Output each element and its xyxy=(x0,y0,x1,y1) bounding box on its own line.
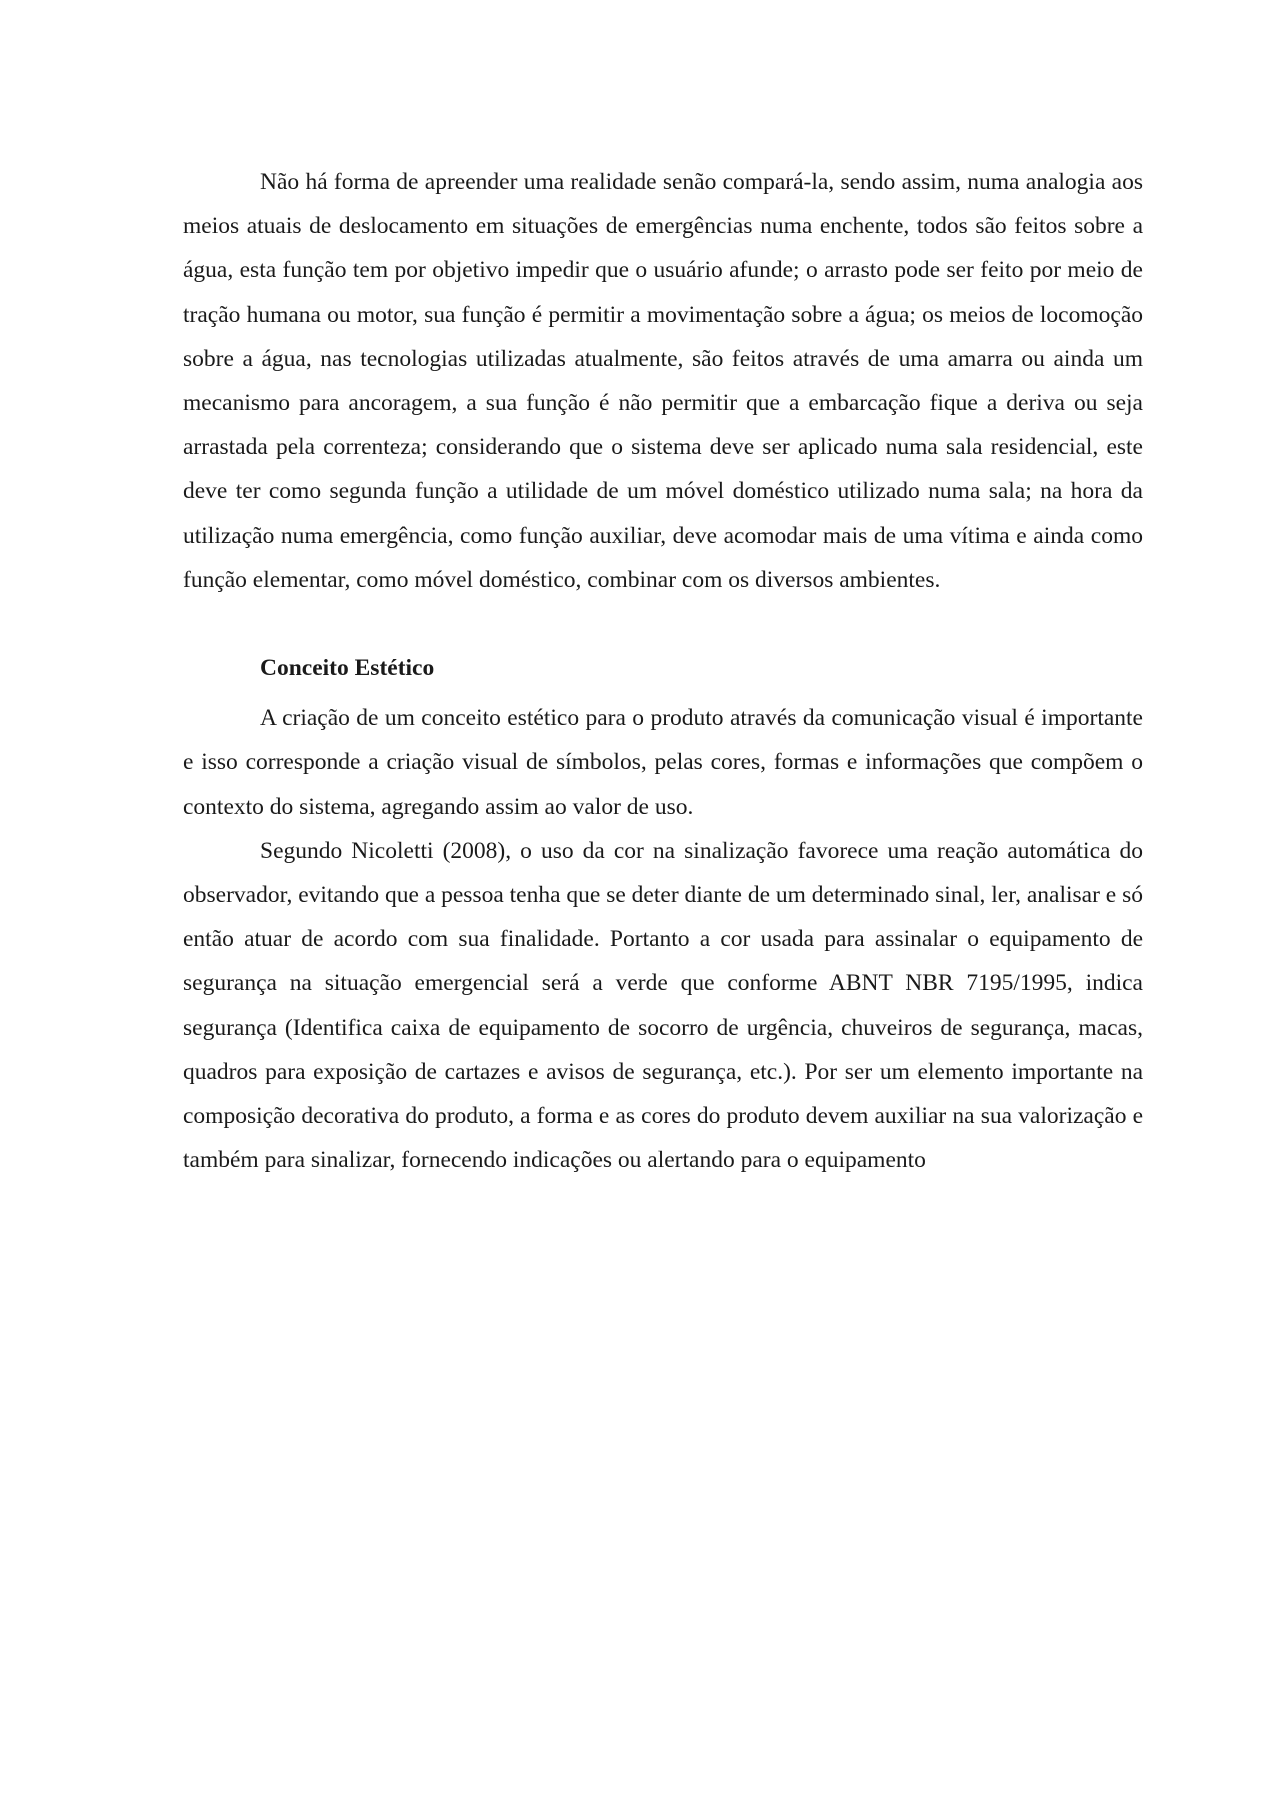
body-paragraph: A criação de um conceito estético para o produto através da comunicação visual é importante e isso corresponde a criação visual de símbolos, pelas cores, formas e informações que compõem o contexto do sistema, agregando assim ao valor de uso. xyxy=(183,705,1143,820)
body-paragraph: Não há forma de apreender uma realidade senão compará-la, sendo assim, numa analogia aos meios atuais de deslocamento em situações de emergências numa enchente, todos são feitos sobre a água, esta função tem por objetivo impedir que o usuário afunde; o arrasto pode ser feito por meio de tração humana ou motor, sua função é permitir a movimentação sobre a água; os meios de locomoção sobre a água, nas tecnologias utilizadas atualmente, são feitos através de uma amarra ou ainda um mecanismo para ancoragem, a sua função é não permitir que a embarcação fique a deriva ou seja arrastada pela correnteza; considerando que o sistema deve ser aplicado numa sala residencial, este deve ter como segunda função a utilidade de um móvel doméstico utilizado numa sala; na hora da utilização numa emergência, como função auxiliar, deve acomodar mais de uma vítima e ainda como função elementar, como móvel doméstico, combinar com os diversos ambientes. xyxy=(183,169,1143,593)
document-page xyxy=(183,160,1143,1182)
section-heading: Conceito Estético xyxy=(260,655,435,682)
body-paragraph: Segundo Nicoletti (2008), o uso da cor na sinalização favorece uma reação automática do observador, evitando que a pessoa tenha que se deter diante de um determinado sinal, ler, analisar e só então atuar de acordo com sua finalidade. Portanto a cor usada para assinalar o equipamento de segurança na situação emergencial será a verde que conforme ABNT NBR 7195/1995, indica segurança (Identifica caixa de equipamento de socorro de urgência, chuveiros de segurança, macas, quadros para exposição de cartazes e avisos de segurança, etc.). Por ser um elemento importante na composição decorativa do produto, a forma e as cores do produto devem auxiliar na sua valorização e também para sinalizar, fornecendo indicações ou alertando para o equipamento xyxy=(183,837,1143,1174)
